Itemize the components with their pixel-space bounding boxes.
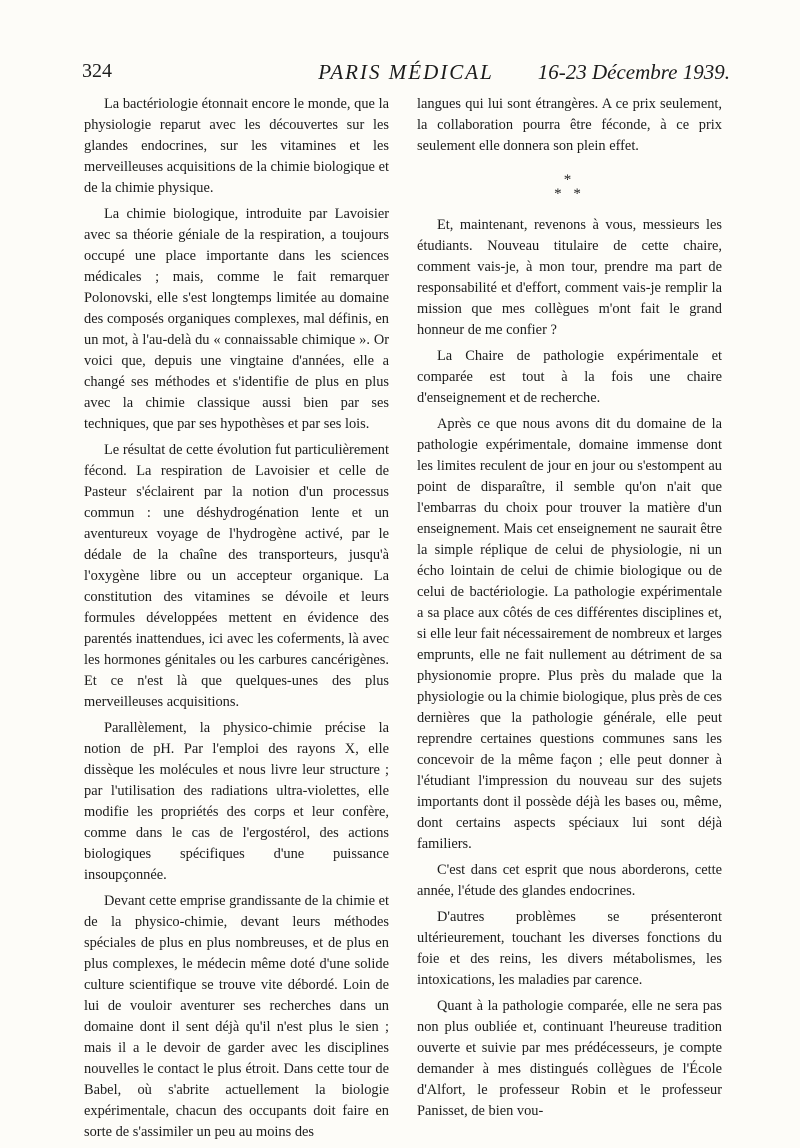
right-column (417, 94, 722, 1127)
paragraph: C'est dans cet esprit que nous aborderons, cette année, l'étude des glandes endocrines. (417, 862, 722, 899)
paragraph: Parallèlement, la physico-chimie précise la notion de pH. Par l'emploi des rayons X, elle dissèque les molécules et nous livre leur structure ; par l'utilisation des radiations ultra-violettes, elle modifie les propriétés des corps et leur confère, comme dans le cas de l'ergostérol, des actions biologiques spécifiques d'une puissance insoupçonnée. (84, 720, 389, 883)
section-separator-asterism (417, 173, 722, 201)
asterism-top: * (563, 172, 576, 188)
asterism-bottom: * * (554, 186, 585, 202)
paragraph: D'autres problèmes se présenteront ultérieurement, touchant les diverses fonctions du foie et des reins, les divers métabolismes, les intoxications, les maladies par carence. (417, 909, 722, 988)
paragraph: Quant à la pathologie comparée, elle ne sera pas non plus oubliée et, continuant l'heureuse tradition ouverte et suivie par mes prédécesseurs, je compte demander à mes distingués collègues de l'École d'Alfort, le professeur Robin et le professeur Panisset, de bien vou- (417, 998, 722, 1119)
page-number: 324 (82, 60, 112, 82)
issue-date: 16-23 Décembre 1939. (537, 60, 730, 84)
left-column (84, 94, 389, 1148)
paragraph-continued: langues qui lui sont étrangères. A ce prix seulement, la collaboration pourra être féconde, à ce prix seulement elle donnera son plein effet. (417, 96, 722, 154)
paragraph: La Chaire de pathologie expérimentale et comparée est tout à la fois une chaire d'enseignement et de recherche. (417, 348, 722, 406)
paragraph: Et, maintenant, revenons à vous, messieurs les étudiants. Nouveau titulaire de cette chaire, comment vais-je, à mon tour, prendre ma part de responsabilité et d'effort, comment vais-je remplir la mission que mes collègues m'ont fait le grand honneur de me confier ? (417, 217, 722, 338)
journal-title: PARIS MÉDICAL (318, 60, 494, 84)
paragraph: Devant cette emprise grandissante de la chimie et de la physico-chimie, devant leurs méthodes spéciales de plus en plus nombreuses, et de plus en plus complexes, le médecin même doté d'une solide culture scientifique se trouve vite débordé. Loin de lui de vouloir aventurer ses recherches dans un domaine dont il sent déjà qu'il n'est plus le sien ; mais il a le devoir de garder avec les disciplines nouvelles le contact le plus étroit. Dans cette tour de Babel, où s'abrite actuellement la biologie expérimentale, chacun des occupants doit faire en sorte de s'assimiler un peu au moins des (84, 893, 389, 1140)
page-header (82, 60, 730, 90)
paragraph: Après ce que nous avons dit du domaine de la pathologie expérimentale, domaine immense dont les limites reculent de jour en jour ou s'estompent au point de disparaître, il semble qu'on n'ait que l'embarras du choix pour trouver la matière d'un enseignement. Mais cet enseignement ne saurait être la simple réplique de celui de physiologie, ni un écho lointain de celui de chimie biologique ou de celui de bactériologie. La pathologie expérimentale a sa place aux côtés de ces différentes disciplines et, si elle leur fait nécessairement de nombreux et larges emprunts, elle ne fait nullement au détriment de sa physionomie propre. Plus près du malade que la physiologie ou la chimie biologique, plus près de ces dernières que la pathologie générale, elle peut reprendre certaines questions communes sans les concevoir de la même façon ; elle peut donner à l'étudiant l'impression du nouveau sur des sujets importants dont il possède déjà les bases ou, même, dont certains aspects spéciaux lui sont déjà familiers. (417, 416, 723, 852)
paragraph: Le résultat de cette évolution fut particulièrement fécond. La respiration de Lavoisier et celle de Pasteur s'éclairent par la notion d'un processus commun : une déshydrogénation lente et un aventureux voyage de l'hydrogène activé, par le dédale de la chaîne des transporteurs, jusqu'à l'oxygène libre ou un accepteur organique. La constitution des vitamines se dévoile et leurs formules développées mettent en évidence des parentés inattendues, ici avec les coferments, là avec les hormones génitales ou les carbures cancérigènes. Et ce n'est là que quelques-unes des plus merveilleuses acquisitions. (84, 442, 389, 710)
paragraph: La chimie biologique, introduite par Lavoisier avec sa théorie géniale de la respiration, a toujours occupé une place importante dans les sciences médicales ; mais, comme le fait remarquer Polonovski, elle s'est longtemps limitée au domaine des composés organiques complexes, mal définis, en un mot, à l'au-delà du « connaissable chimique ». Or voici que, depuis une vingtaine d'années, elle a changé ses méthodes et s'identifie de plus en plus avec la chimie classique aussi bien par ses techniques, que par ses hypothèses et par ses lois. (84, 206, 389, 432)
paragraph: La bactériologie étonnait encore le monde, que la physiologie reparut avec les découvertes sur les glandes endocrines, sur les vitamines et les merveilleuses acquisitions de la chimie biologique et de la chimie physique. (84, 96, 389, 196)
